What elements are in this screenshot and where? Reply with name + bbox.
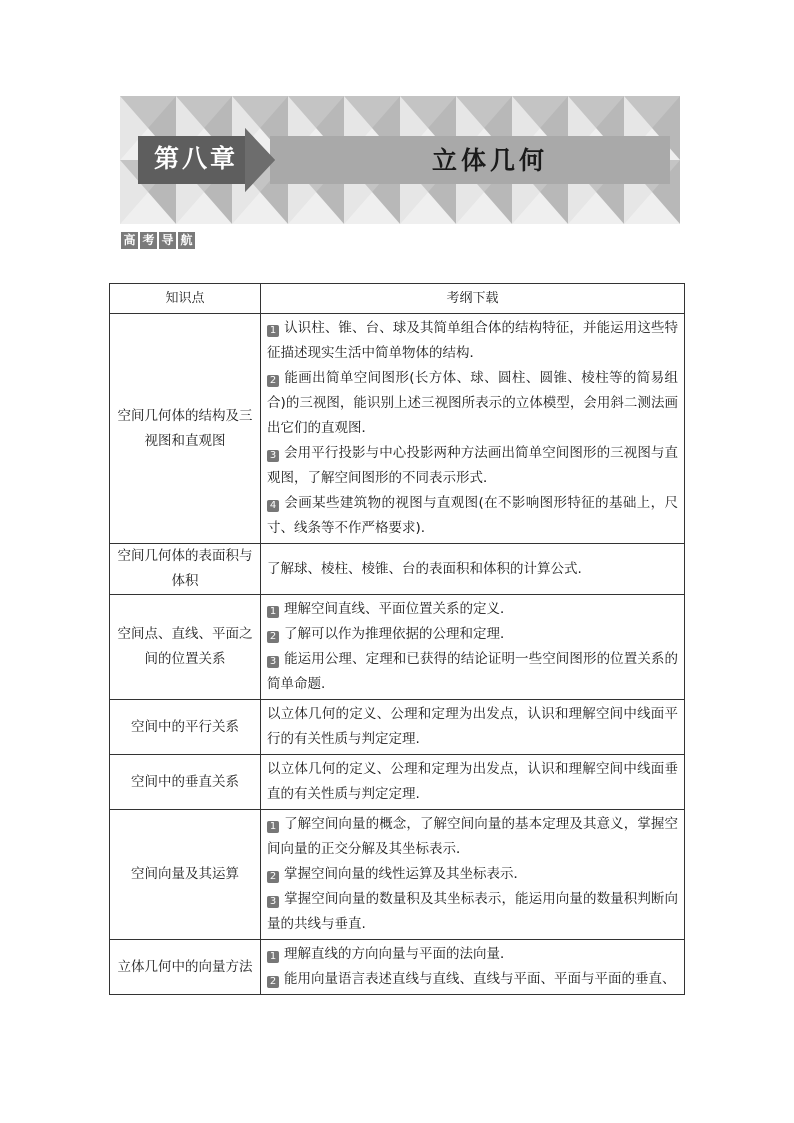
requirement-item [267,597,678,622]
requirement-text: 掌握空间向量的数量积及其坐标表示，能运用向量的数量积判断向量的共线与垂直. [267,891,678,932]
item-number-badge: 3 [267,450,279,462]
table-body [110,314,685,995]
topic-cell: 空间几何体的表面积与体积 [110,544,261,595]
requirement-item [267,812,678,862]
item-number-badge: 1 [267,821,279,833]
chapter-title: 立体几何 [431,146,548,175]
table-row [110,810,685,940]
requirement-cell [261,314,685,544]
requirement-item [267,757,678,807]
requirement-text: 了解球、棱柱、棱锥、台的表面积和体积的计算公式. [267,560,582,577]
requirement-item [267,441,678,491]
requirement-text: 能用向量语言表述直线与直线、直线与平面、平面与平面的垂直、 [284,971,676,987]
requirement-cell [261,810,685,940]
requirement-item [267,887,678,937]
table-header-row [110,284,685,314]
gaokao-nav-tag [121,232,197,249]
requirement-text: 能运用公理、定理和已获得的结论证明一些空间图形的位置关系的简单命题. [267,651,678,692]
requirement-text: 能画出简单空间图形(长方体、球、圆柱、圆锥、棱柱等的简易组合)的三视图，能识别上述三视图所表示的立体模型，会用斜二测法画出它们的直观图． [267,370,678,436]
topic-cell: 空间点、直线、平面之间的位置关系 [110,595,261,700]
nav-tag-char: 考 [140,232,157,249]
requirement-text: 会用平行投影与中心投影两种方法画出简单空间图形的三视图与直观图，了解空间图形的不同表示形式． [267,445,678,486]
requirement-item [267,491,678,541]
topic-cell: 空间中的垂直关系 [110,755,261,810]
topic-cell: 空间几何体的结构及三视图和直观图 [110,314,261,544]
requirement-cell [261,544,685,595]
requirement-text: 以立体几何的定义、公理和定理为出发点，认识和理解空间中线面平行的有关性质与判定定理. [267,706,678,747]
item-number-badge: 2 [267,631,279,643]
requirement-item [267,366,678,441]
topic-cell: 空间中的平行关系 [110,700,261,755]
nav-tag-char: 航 [178,232,195,249]
chapter-banner [120,96,680,224]
requirement-text: 以立体几何的定义、公理和定理为出发点，认识和理解空间中线面垂直的有关性质与判定定理. [267,761,678,802]
item-number-badge: 2 [267,375,279,387]
topic-cell: 立体几何中的向量方法 [110,940,261,995]
requirement-item [267,316,678,366]
requirement-text: 理解空间直线、平面位置关系的定义． [284,601,514,617]
header-syllabus: 考纲下载 [261,284,685,314]
requirement-text: 理解直线的方向向量与平面的法向量． [284,946,514,962]
requirement-item [267,942,678,967]
requirement-text: 会画某些建筑物的视图与直观图(在不影响图形特征的基础上，尺寸、线条等不作严格要求). [267,495,678,536]
requirement-item [267,862,678,887]
table-row [110,544,685,595]
requirement-text: 认识柱、锥、台、球及其简单组合体的结构特征，并能运用这些特征描述现实生活中简单物体的结构． [267,320,678,361]
item-number-badge: 1 [267,951,279,963]
topic-cell: 空间向量及其运算 [110,810,261,940]
requirement-text: 了解空间向量的概念，了解空间向量的基本定理及其意义，掌握空间向量的正交分解及其坐标表示． [267,816,678,857]
chapter-label: 第八章 [153,144,238,173]
table-row [110,700,685,755]
requirement-cell [261,755,685,810]
requirement-item [267,702,678,752]
table-row [110,314,685,544]
requirement-text: 了解可以作为推理依据的公理和定理． [284,626,514,642]
syllabus-table [109,283,685,995]
requirement-item [267,557,678,582]
table-row [110,940,685,995]
requirement-cell [261,595,685,700]
requirement-item [267,647,678,697]
item-number-badge: 3 [267,656,279,668]
requirement-item [267,967,678,992]
requirement-item [267,622,678,647]
item-number-badge: 2 [267,976,279,988]
table-row [110,755,685,810]
nav-tag-char: 导 [159,232,176,249]
table-row [110,595,685,700]
requirement-cell [261,940,685,995]
nav-tag-char: 高 [121,232,138,249]
item-number-badge: 1 [267,606,279,618]
item-number-badge: 4 [267,500,279,512]
requirement-cell [261,700,685,755]
header-knowledge-point: 知识点 [110,284,261,314]
item-number-badge: 2 [267,871,279,883]
item-number-badge: 1 [267,325,279,337]
item-number-badge: 3 [267,896,279,908]
requirement-text: 掌握空间向量的线性运算及其坐标表示． [284,866,527,882]
